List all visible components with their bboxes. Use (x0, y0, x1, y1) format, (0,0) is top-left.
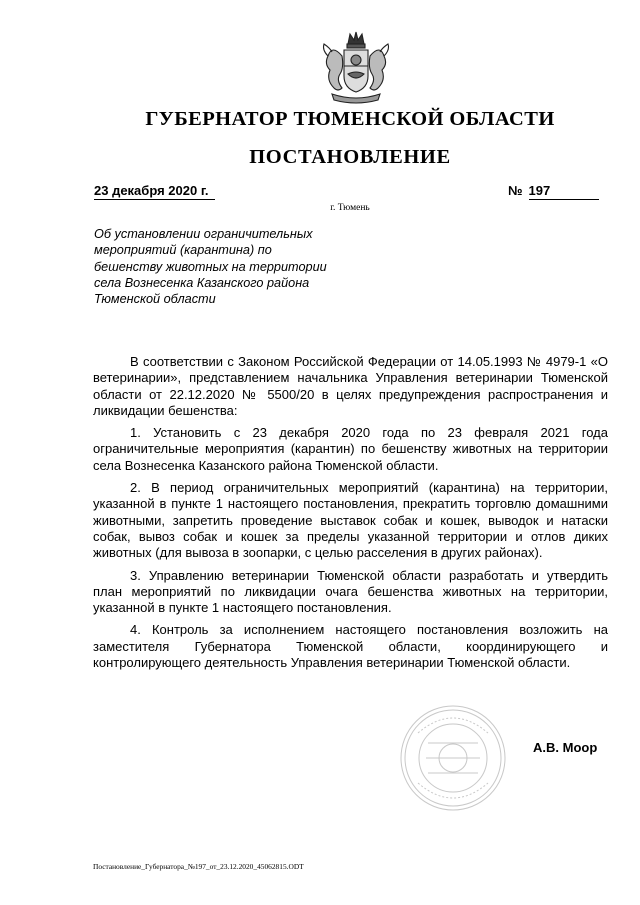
document-number: 197 (529, 183, 599, 200)
number-sign: № (508, 183, 523, 198)
signer-name: А.В. Моор (533, 740, 598, 755)
coat-of-arms-icon (314, 30, 398, 106)
document-number-block (508, 183, 599, 200)
subject-line: села Вознесенка Казанского района (94, 275, 310, 290)
subject-line: Тюменской области (94, 292, 216, 307)
document-subject (94, 226, 384, 307)
document-date: 23 декабря 2020 г. (94, 183, 215, 200)
document-body (93, 354, 608, 677)
clause-4: 4. Контроль за исполнением настоящего постановления возложить на заместителя Губернатора Тюменской области, координирующего и контролирующего деятельность Управления ветеринарии Тюменской области. (93, 622, 608, 671)
subject-line: бешенству животных на территории (94, 259, 327, 274)
document-type-heading: ПОСТАНОВЛЕНИЕ (249, 146, 451, 168)
footer-filename: Постановление_Губернатора_№197_от_23.12.2020_45062815.ODT (93, 862, 304, 871)
clause-2: 2. В период ограничительных мероприятий (карантина) на территории, указанной в пункте 1 настоящего постановления, прекратить торговлю домашними животными, запретить проведение выставок собак и кошек, выводок и натаски собак, вывоз собак и кошек за пределы указанной территории и отлов диких животных (для вывоза в зоопарки, с целью расселения в других районах). (93, 480, 608, 561)
clause-3: 3. Управлению ветеринарии Тюменской области разработать и утвердить план мероприятий по ликвидации очага бешенства животных на территории, указанной в пункте 1 настоящего постановления. (93, 567, 608, 616)
official-seal-icon (398, 703, 508, 813)
clause-1: 1. Установить с 23 декабря 2020 года по 23 февраля 2021 года ограничительные мероприятия (карантин) по бешенству животных на территории села Вознесенка Казанского района Тюменской области. (93, 425, 608, 473)
preamble-paragraph: В соответствии с Законом Российской Федерации от 14.05.1993 № 4979-1 «О ветеринарии», представлением начальника Управления ветеринарии Тюменской области от 22.12.2020 № 5500/20 в целях предупреждения распространения и ликвидации бешенства: (93, 354, 608, 418)
city-label: г. Тюмень (330, 203, 370, 213)
authority-heading: ГУБЕРНАТОР ТЮМЕНСКОЙ ОБЛАСТИ (145, 108, 555, 130)
subject-line: Об установлении ограничительных (94, 227, 313, 241)
subject-line: мероприятий (карантина) по (94, 243, 272, 258)
